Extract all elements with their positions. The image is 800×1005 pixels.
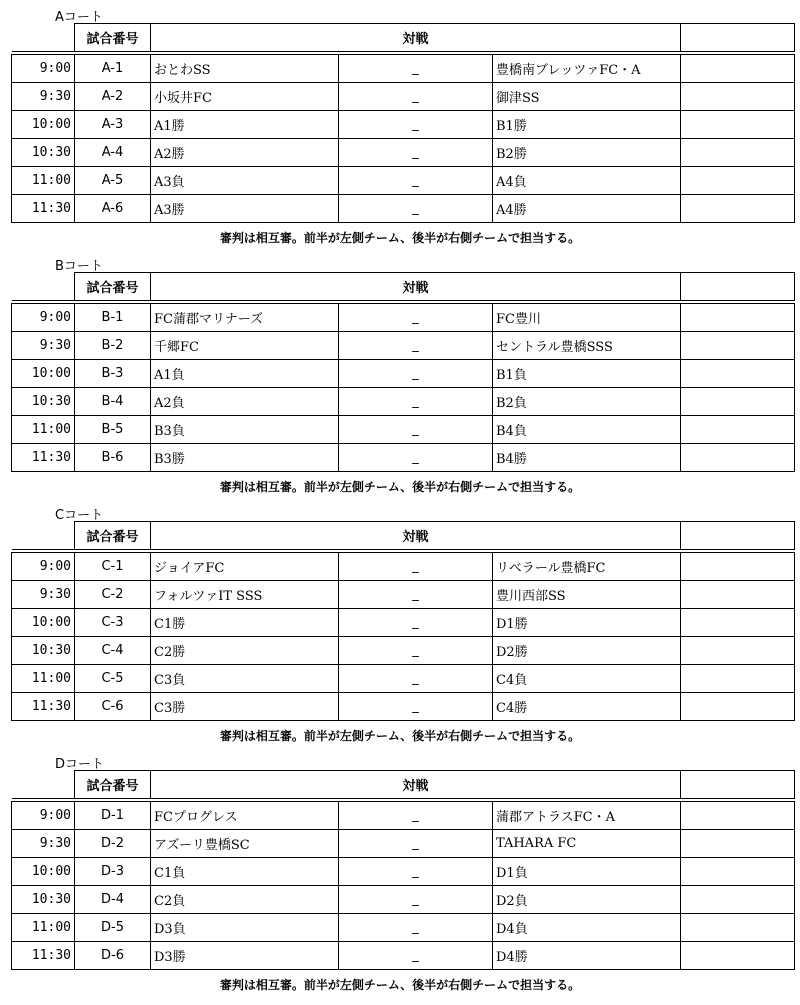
- versus-separator: _: [339, 360, 493, 388]
- versus-separator: _: [339, 332, 493, 360]
- away-team: B2勝: [493, 139, 681, 167]
- home-team: FC蒲郡マリナーズ: [151, 304, 339, 332]
- match-row: [12, 332, 795, 360]
- home-team: B3負: [151, 416, 339, 444]
- header-blank-cell: [12, 24, 75, 52]
- header-extra-cell: [681, 522, 795, 550]
- header-blank-cell: [12, 771, 75, 799]
- match-number: B-6: [75, 444, 151, 472]
- match-number: D-4: [75, 886, 151, 914]
- versus-separator: _: [339, 83, 493, 111]
- match-row: [12, 609, 795, 637]
- header-matchup: 対戦: [151, 771, 681, 799]
- match-number: A-4: [75, 139, 151, 167]
- away-team: D4負: [493, 914, 681, 942]
- match-row: [12, 802, 795, 830]
- result-cell: [681, 332, 795, 360]
- referee-note: 審判は相互審。前半が左側チーム、後半が右側チームで担当する。: [219, 729, 581, 743]
- versus-separator: _: [339, 416, 493, 444]
- match-number: C-6: [75, 693, 151, 721]
- result-cell: [681, 444, 795, 472]
- away-team: D1勝: [493, 609, 681, 637]
- match-time: 9:00: [12, 304, 75, 332]
- header-matchup: 対戦: [151, 273, 681, 301]
- match-number: B-1: [75, 304, 151, 332]
- match-time: 11:00: [12, 167, 75, 195]
- match-row: [12, 83, 795, 111]
- header-match-number: 試合番号: [75, 771, 151, 799]
- versus-separator: _: [339, 388, 493, 416]
- match-time: 10:30: [12, 886, 75, 914]
- match-time: 9:30: [12, 830, 75, 858]
- match-time: 10:30: [12, 388, 75, 416]
- away-team: C4負: [493, 665, 681, 693]
- match-row: [12, 444, 795, 472]
- away-team: セントラル豊橋SSS: [493, 332, 681, 360]
- versus-separator: _: [339, 55, 493, 83]
- match-row: [12, 858, 795, 886]
- home-team: D3負: [151, 914, 339, 942]
- match-row: [12, 304, 795, 332]
- table-header-row: [12, 522, 795, 550]
- versus-separator: _: [339, 195, 493, 223]
- result-cell: [681, 665, 795, 693]
- home-team: A1勝: [151, 111, 339, 139]
- match-time: 9:00: [12, 802, 75, 830]
- header-extra-cell: [681, 771, 795, 799]
- match-row: [12, 942, 795, 970]
- result-cell: [681, 942, 795, 970]
- table-header-row: [12, 273, 795, 301]
- match-number: B-2: [75, 332, 151, 360]
- match-time: 11:00: [12, 665, 75, 693]
- match-row: [12, 111, 795, 139]
- versus-separator: _: [339, 886, 493, 914]
- match-row: [12, 581, 795, 609]
- versus-separator: _: [339, 111, 493, 139]
- result-cell: [681, 830, 795, 858]
- court-label: Aコート: [55, 10, 103, 25]
- match-time: 9:30: [12, 332, 75, 360]
- home-team: A1負: [151, 360, 339, 388]
- home-team: A3負: [151, 167, 339, 195]
- match-time: 11:30: [12, 693, 75, 721]
- home-team: A2勝: [151, 139, 339, 167]
- match-time: 10:30: [12, 637, 75, 665]
- match-row: [12, 139, 795, 167]
- away-team: C4勝: [493, 693, 681, 721]
- home-team: おとわSS: [151, 55, 339, 83]
- header-blank-cell: [12, 522, 75, 550]
- away-team: 豊橋南ブレッツァFC・A: [493, 55, 681, 83]
- result-cell: [681, 167, 795, 195]
- versus-separator: _: [339, 139, 493, 167]
- versus-separator: _: [339, 942, 493, 970]
- table-header-row: [12, 24, 795, 52]
- match-number: A-1: [75, 55, 151, 83]
- away-team: TAHARA FC: [493, 830, 681, 858]
- away-team: 御津SS: [493, 83, 681, 111]
- versus-separator: _: [339, 581, 493, 609]
- referee-note: 審判は相互審。前半が左側チーム、後半が右側チームで担当する。: [219, 231, 581, 245]
- result-cell: [681, 304, 795, 332]
- result-cell: [681, 416, 795, 444]
- court-label: Cコート: [55, 508, 104, 523]
- away-team: D1負: [493, 858, 681, 886]
- home-team: C2負: [151, 886, 339, 914]
- versus-separator: _: [339, 609, 493, 637]
- match-number: D-5: [75, 914, 151, 942]
- match-time: 10:00: [12, 609, 75, 637]
- versus-separator: _: [339, 444, 493, 472]
- court-label: Bコート: [55, 259, 103, 274]
- schedule-table: [11, 521, 795, 721]
- result-cell: [681, 195, 795, 223]
- match-number: A-2: [75, 83, 151, 111]
- match-number: C-1: [75, 553, 151, 581]
- match-time: 10:00: [12, 858, 75, 886]
- match-row: [12, 195, 795, 223]
- away-team: B1勝: [493, 111, 681, 139]
- match-number: C-3: [75, 609, 151, 637]
- schedule-table: [11, 272, 795, 472]
- match-number: B-5: [75, 416, 151, 444]
- match-time: 11:00: [12, 914, 75, 942]
- header-match-number: 試合番号: [75, 273, 151, 301]
- match-row: [12, 637, 795, 665]
- home-team: A2負: [151, 388, 339, 416]
- home-team: C2勝: [151, 637, 339, 665]
- home-team: C1負: [151, 858, 339, 886]
- away-team: B1負: [493, 360, 681, 388]
- match-time: 10:00: [12, 360, 75, 388]
- header-extra-cell: [681, 24, 795, 52]
- header-extra-cell: [681, 273, 795, 301]
- match-number: D-2: [75, 830, 151, 858]
- schedule-table: [11, 770, 795, 970]
- match-number: D-6: [75, 942, 151, 970]
- away-team: A4負: [493, 167, 681, 195]
- result-cell: [681, 139, 795, 167]
- referee-note: 審判は相互審。前半が左側チーム、後半が右側チームで担当する。: [219, 480, 581, 494]
- versus-separator: _: [339, 914, 493, 942]
- versus-separator: _: [339, 637, 493, 665]
- match-number: B-3: [75, 360, 151, 388]
- home-team: FCプログレス: [151, 802, 339, 830]
- home-team: D3勝: [151, 942, 339, 970]
- match-time: 9:00: [12, 553, 75, 581]
- match-row: [12, 416, 795, 444]
- result-cell: [681, 693, 795, 721]
- match-time: 10:00: [12, 111, 75, 139]
- away-team: B4勝: [493, 444, 681, 472]
- result-cell: [681, 637, 795, 665]
- header-matchup: 対戦: [151, 522, 681, 550]
- match-time: 9:00: [12, 55, 75, 83]
- versus-separator: _: [339, 802, 493, 830]
- home-team: アズーリ豊橋SC: [151, 830, 339, 858]
- referee-note: 審判は相互審。前半が左側チーム、後半が右側チームで担当する。: [219, 978, 581, 992]
- away-team: D4勝: [493, 942, 681, 970]
- match-row: [12, 553, 795, 581]
- match-time: 11:30: [12, 444, 75, 472]
- match-row: [12, 665, 795, 693]
- match-row: [12, 830, 795, 858]
- versus-separator: _: [339, 693, 493, 721]
- match-row: [12, 55, 795, 83]
- match-number: A-3: [75, 111, 151, 139]
- away-team: B2負: [493, 388, 681, 416]
- result-cell: [681, 858, 795, 886]
- away-team: FC豊川: [493, 304, 681, 332]
- away-team: 蒲郡アトラスFC・A: [493, 802, 681, 830]
- result-cell: [681, 388, 795, 416]
- versus-separator: _: [339, 665, 493, 693]
- result-cell: [681, 609, 795, 637]
- header-matchup: 対戦: [151, 24, 681, 52]
- match-time: 11:00: [12, 416, 75, 444]
- match-row: [12, 693, 795, 721]
- versus-separator: _: [339, 304, 493, 332]
- home-team: B3勝: [151, 444, 339, 472]
- match-row: [12, 388, 795, 416]
- away-team: B4負: [493, 416, 681, 444]
- home-team: フォルツァIT SSS: [151, 581, 339, 609]
- versus-separator: _: [339, 858, 493, 886]
- home-team: C1勝: [151, 609, 339, 637]
- court-label: Dコート: [55, 757, 105, 772]
- away-team: リベラール豊橋FC: [493, 553, 681, 581]
- result-cell: [681, 55, 795, 83]
- match-row: [12, 886, 795, 914]
- home-team: A3勝: [151, 195, 339, 223]
- away-team: A4勝: [493, 195, 681, 223]
- home-team: C3負: [151, 665, 339, 693]
- match-row: [12, 914, 795, 942]
- match-row: [12, 360, 795, 388]
- result-cell: [681, 581, 795, 609]
- home-team: 千郷FC: [151, 332, 339, 360]
- table-header-row: [12, 771, 795, 799]
- match-number: C-4: [75, 637, 151, 665]
- result-cell: [681, 553, 795, 581]
- result-cell: [681, 886, 795, 914]
- schedule-table: [11, 23, 795, 223]
- away-team: D2負: [493, 886, 681, 914]
- match-number: D-3: [75, 858, 151, 886]
- versus-separator: _: [339, 830, 493, 858]
- result-cell: [681, 83, 795, 111]
- match-row: [12, 167, 795, 195]
- home-team: C3勝: [151, 693, 339, 721]
- match-number: A-6: [75, 195, 151, 223]
- match-number: A-5: [75, 167, 151, 195]
- match-number: B-4: [75, 388, 151, 416]
- match-time: 10:30: [12, 139, 75, 167]
- home-team: ジョイアFC: [151, 553, 339, 581]
- header-match-number: 試合番号: [75, 24, 151, 52]
- match-time: 11:30: [12, 942, 75, 970]
- home-team: 小坂井FC: [151, 83, 339, 111]
- result-cell: [681, 802, 795, 830]
- versus-separator: _: [339, 553, 493, 581]
- result-cell: [681, 914, 795, 942]
- result-cell: [681, 111, 795, 139]
- match-time: 9:30: [12, 83, 75, 111]
- away-team: D2勝: [493, 637, 681, 665]
- match-number: C-2: [75, 581, 151, 609]
- versus-separator: _: [339, 167, 493, 195]
- match-time: 11:30: [12, 195, 75, 223]
- header-match-number: 試合番号: [75, 522, 151, 550]
- away-team: 豊川西部SS: [493, 581, 681, 609]
- match-number: C-5: [75, 665, 151, 693]
- match-number: D-1: [75, 802, 151, 830]
- header-blank-cell: [12, 273, 75, 301]
- match-time: 9:30: [12, 581, 75, 609]
- result-cell: [681, 360, 795, 388]
